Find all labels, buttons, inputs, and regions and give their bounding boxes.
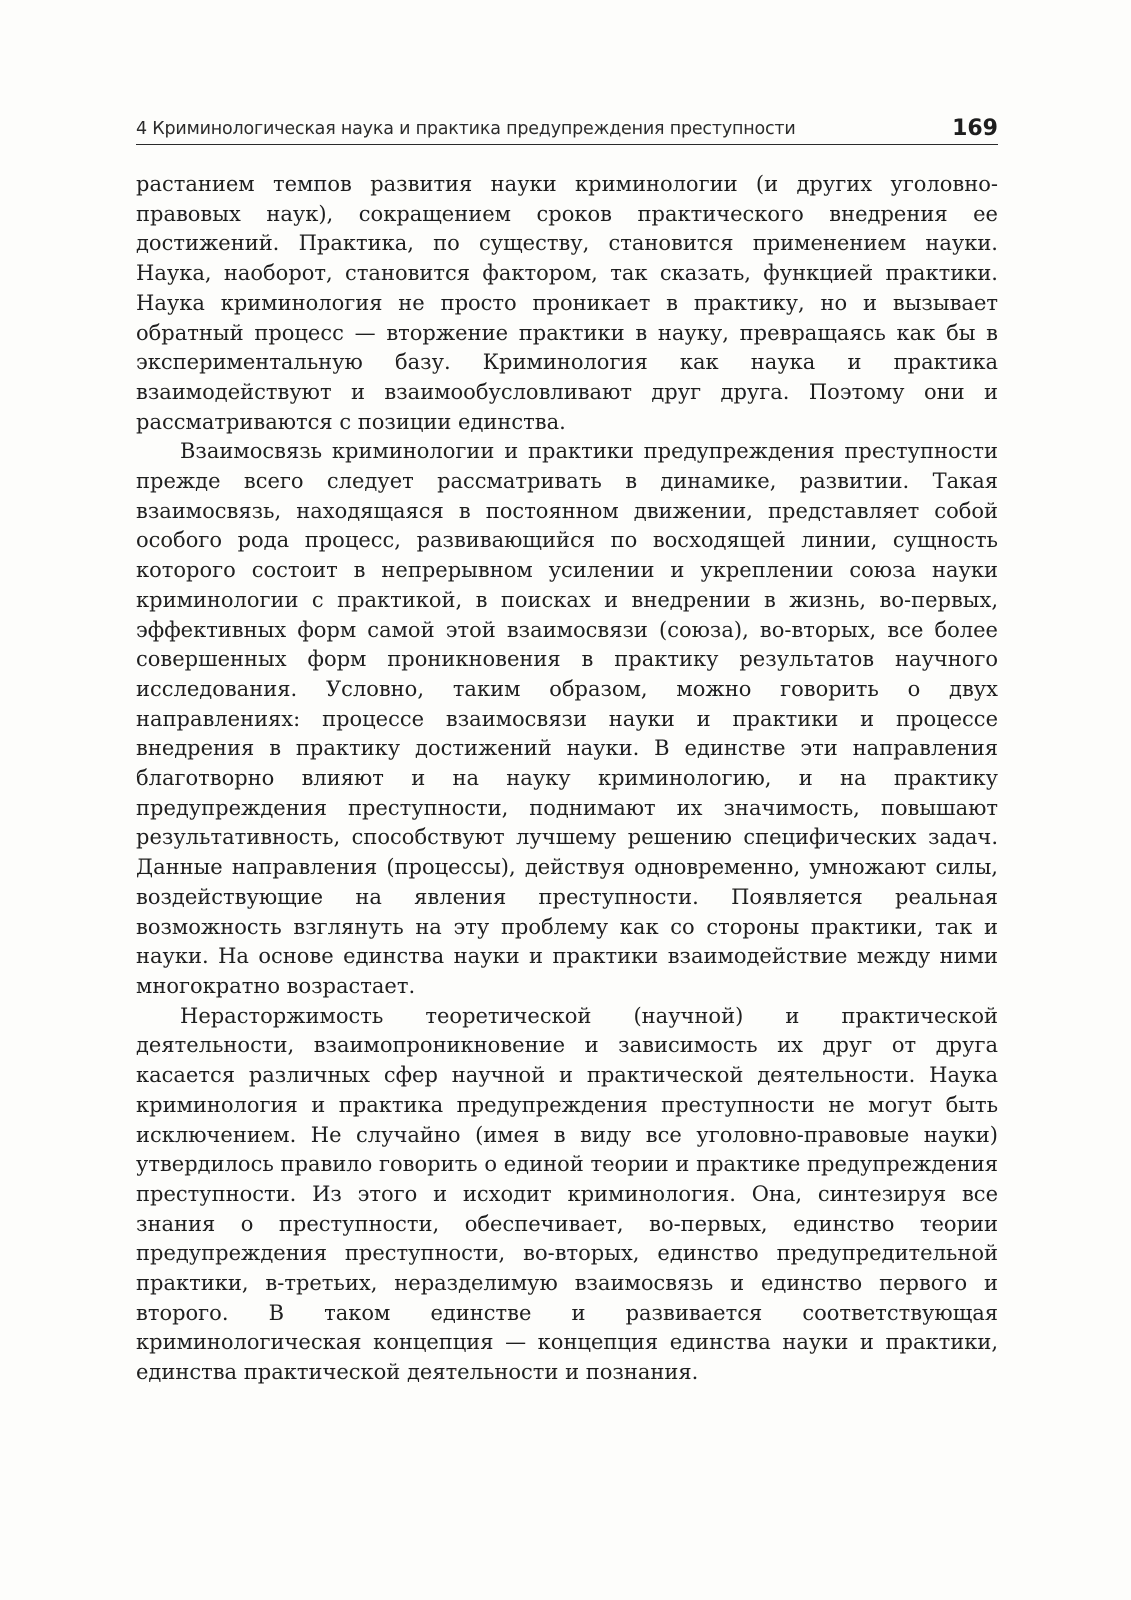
running-head [136,114,998,145]
chapter-title: 4 Криминологическая наука и практика предупреждения преступности [136,119,796,139]
paragraph: Взаимосвязь криминологии и практики предупреждения преступности прежде всего следует рассматривать в динамике, развитии. Такая взаимосвязь, находящаяся в постоянном движении, представляет собой особого рода процесс, развивающийся по восходящей линии, сущность которого состоит в непрерывном усилении и укреплении союза науки криминологии с практикой, в поисках и внедрении в жизнь, во-первых, эффективных форм самой этой взаимосвязи (союза), во-вторых, все более совершенных форм проникновения в практику результатов научного исследования. Условно, таким образом, можно говорить о двух направлениях: процессе взаимосвязи науки и практики и процессе внедрения в практику достижений науки. В единстве эти направления благотворно влияют и на науку криминологию, и на практику предупреждения преступности, поднимают их значимость, повышают результативность, способствуют лучшему решению специфических задач. Данные направления (процессы), действуя одновременно, умножают силы, воздействующие на явления преступности. Появляется реальная возможность взглянуть на эту проблему как со стороны практики, так и науки. На основе единства науки и практики взаимодействие между ними многократно возрастает. [136,439,998,998]
body-text [136,170,998,1388]
paragraph: Нерасторжимость теоретической (научной) и практической деятельности, взаимопроникновение и зависимость их друг от друга касается различных сфер научной и практической деятельности. Наука криминология и практика предупреждения преступности не могут быть исключением. Не случайно (имея в виду все уголовно-правовые науки) утвердилось правило говорить о единой теории и практике предупреждения преступности. Из этого и исходит криминология. Она, синтезируя все знания о преступности, обеспечивает, во-первых, единство теории предупреждения преступности, во-вторых, единство предупредительной практики, в-третьих, неразделимую взаимосвязь и единство первого и второго. В таком единстве и развивается соответствующая криминологическая концепция — концепция единства науки и практики, единства практической деятельности и познания. [136,1003,998,1385]
page-number: 169 [952,116,998,141]
paragraph-continuation: растанием темпов развития науки криминологии (и других уголовно-правовых наук), сокращением сроков практического внедрения ее достижений. Практика, по существу, становится применением науки. Наука, наоборот, становится фактором, так сказать, функцией практики. Наука криминология не просто проникает в практику, но и вызывает обратный процесс — вторжение практики в науку, превращаясь как бы в экспериментальную базу. Криминология как наука и практика взаимодействуют и взаимообусловливают друг друга. Поэтому они и рассматриваются с позиции единства. [136,172,998,434]
